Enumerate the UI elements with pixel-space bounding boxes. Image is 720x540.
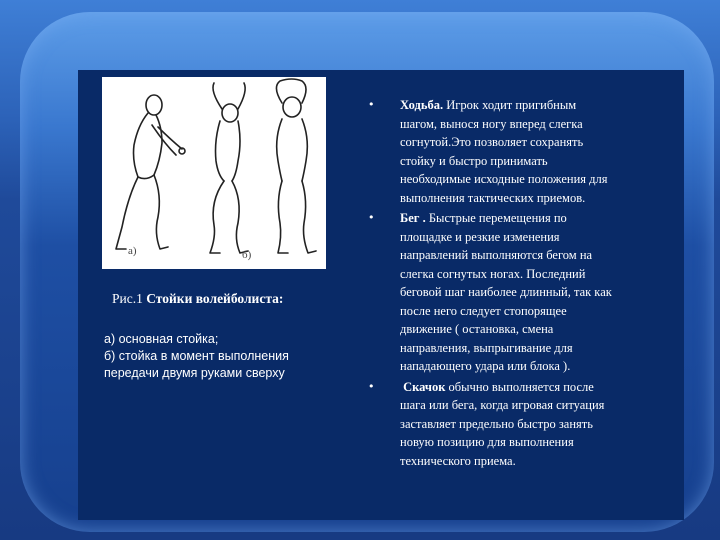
figure-a-head <box>146 95 162 115</box>
bullet-term: Скачок <box>403 379 446 394</box>
figure-c-leg-right <box>302 181 316 253</box>
figure-c-torso-right <box>302 119 307 181</box>
bullet-text-line: направления, выпрыгивание для <box>400 340 573 355</box>
bullet-icon: • <box>368 379 375 393</box>
figure-b-torso-left <box>216 121 225 181</box>
figure-b-leg-right <box>232 181 248 253</box>
figure-caption <box>112 291 342 307</box>
legend-line: передачи двумя руками сверху <box>104 366 285 380</box>
bullet-text-line: движение ( остановка, смена <box>400 322 554 336</box>
bullet-text-line: беговой шаг наиболее длинный, так как <box>400 285 612 299</box>
figure-a-leg-back <box>116 177 138 249</box>
bullet-text-line: нападающего удара или блока ). <box>400 359 571 373</box>
bullet-text-line: Игрок ходит пригибным <box>446 98 577 112</box>
bullet-jump <box>368 378 678 471</box>
figure-c-arms-up <box>276 79 306 103</box>
legend-line: б) стойка в момент выполнения <box>104 349 289 363</box>
bullet-text-line: технического приема. <box>400 453 516 468</box>
stance-drawing <box>102 77 326 269</box>
bullet-text-line: согнутой.Это позволяет сохранять <box>400 135 584 149</box>
caption-prefix: Рис.1 <box>112 291 143 306</box>
bullet-text-line: выполнения тактических приемов. <box>400 190 586 205</box>
figure-label-b: б) <box>242 249 252 261</box>
bullet-text-line: необходимые исходные положения для <box>400 172 608 186</box>
bullet-icon: • <box>368 98 375 111</box>
bullet-text-line: обычно выполняется после <box>448 379 594 394</box>
figure-a-leg-front <box>154 175 168 249</box>
bullet-text-line: направлений выполняются бегом на <box>400 248 593 262</box>
caption-title: Стойки волейболиста: <box>146 291 284 306</box>
bullet-text-line: стойку и быстро принимать <box>400 153 548 168</box>
bullet-text-line: слегка согнутых ногах. Последний <box>400 266 586 281</box>
legend-line: а) основная стойка; <box>104 332 219 346</box>
figure-c-torso-left <box>277 119 282 181</box>
bullet-running <box>368 209 678 376</box>
bullet-text-line: после него следует стопорящее <box>400 303 567 318</box>
figure-c-head <box>283 97 301 117</box>
figure-a-back <box>134 113 149 177</box>
figure-a-hips <box>138 175 154 179</box>
bullet-text-line: площадке и резкие изменения <box>400 229 560 244</box>
bullet-text-line: шагом, вынося ногу вперед слегка <box>400 116 583 131</box>
bullet-icon: • <box>368 211 375 224</box>
bullet-text-line: шага или бега, когда игровая ситуация <box>400 398 605 412</box>
bullet-text-line: новую позицию для выполнения <box>400 435 574 449</box>
figure-a-torso-front <box>154 115 162 175</box>
figure-b-arms-up <box>213 83 245 109</box>
figure-b-leg-left <box>210 181 224 253</box>
bullet-term: Бег . <box>400 211 426 225</box>
figure-c-leg-left <box>278 181 288 253</box>
volleyball-stance-illustration <box>102 77 326 269</box>
bullet-term: Ходьба. <box>400 98 444 112</box>
bullet-list <box>368 96 678 470</box>
bullet-text-line: Быстрые перемещения по <box>428 211 567 225</box>
figure-legend <box>104 331 339 382</box>
bullet-text-line: заставляет предельно быстро занять <box>400 416 593 431</box>
figure-b-head <box>222 104 238 122</box>
bullet-walking <box>368 96 678 207</box>
figure-b-torso-right <box>232 121 240 181</box>
figure-label-a: а) <box>128 245 137 257</box>
